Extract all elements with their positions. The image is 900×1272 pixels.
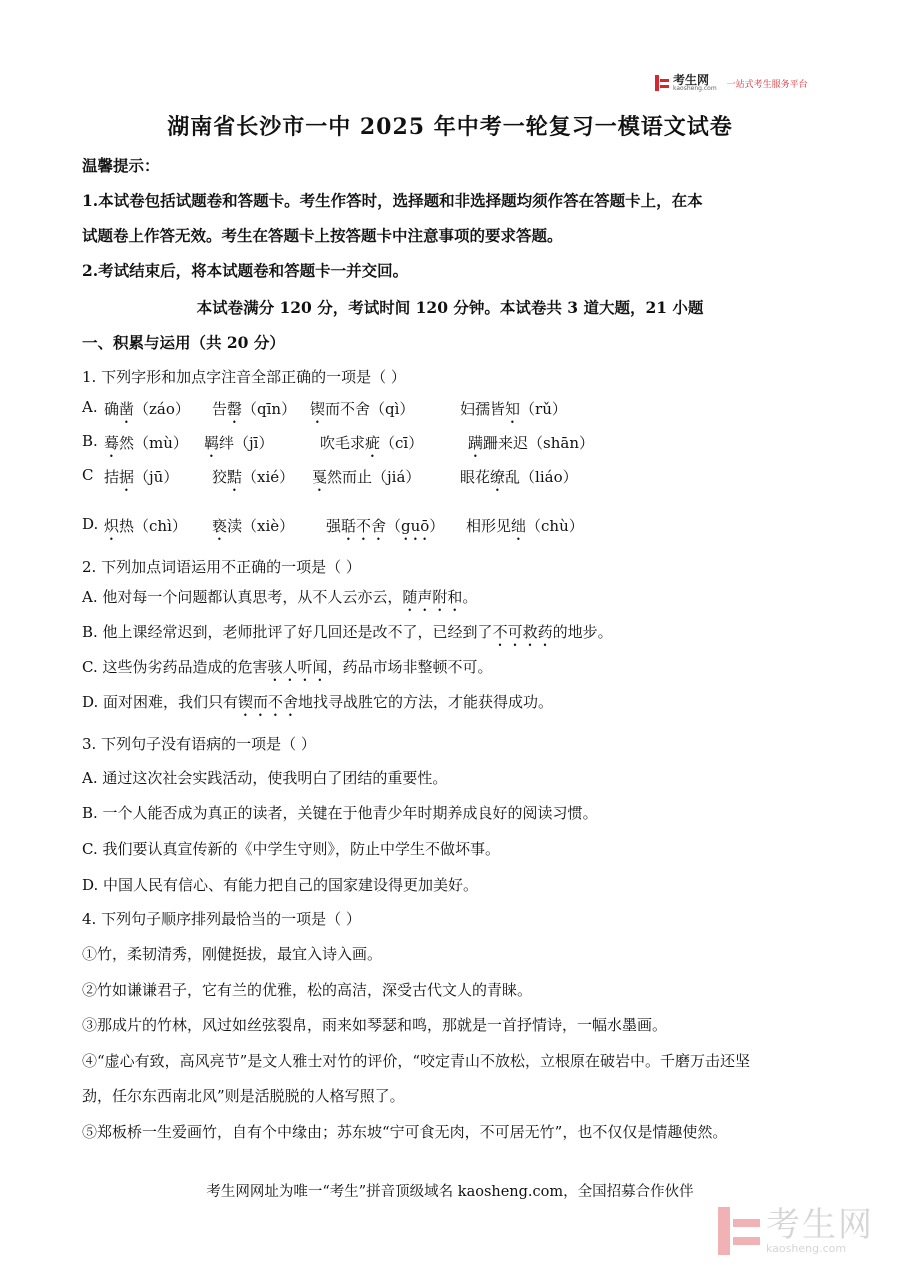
q1-d-item-1: 炽热（chì）	[104, 517, 187, 535]
watermark-name: 考生网	[766, 1205, 874, 1245]
q1-a-item-3: 锲而不舍（qì）	[310, 400, 415, 418]
q1-b-item-3: 吹毛求疵（cī）	[320, 434, 424, 452]
q4-sentence-5: ⑤郑板桥一生爱画竹，自有个中缘由；苏东坡“宁可食无肉，不可居无竹”，也不仅仅是情趣使然。	[82, 1123, 728, 1141]
q2-stem: 2. 下列加点词语运用不正确的一项是（ ）	[82, 558, 361, 576]
option-label: C	[82, 466, 94, 484]
logo-name: 考生网	[673, 73, 710, 87]
q1-option-b	[82, 432, 594, 461]
tips-line-3: 2.考试结束后，将本试题卷和答题卡一并交回。	[82, 261, 409, 280]
q4-sentence-3: ③那成片的竹林，风过如丝弦裂帛，雨来如琴瑟和鸣，那就是一首抒情诗，一幅水墨画。	[82, 1016, 668, 1034]
q1-d-item-2: 亵渎（xiè）	[212, 517, 295, 535]
q3-option-c: C. 我们要认真宣传新的《中学生守则》，防止中学生不做坏事。	[82, 840, 500, 858]
watermark	[718, 1207, 874, 1255]
page-footer: 考生网网址为唯一“考生”拼音顶级域名 kaosheng.com，全国招募合作伙伴	[206, 1184, 694, 1200]
header-logo[interactable]	[655, 72, 808, 94]
q3-option-a: A. 通过这次社会实践活动，使我明白了团结的重要性。	[82, 769, 448, 787]
q1-a-item-1: 确凿（záo）	[104, 400, 190, 418]
q1-option-a	[82, 398, 567, 427]
q3-option-d: D. 中国人民有信心、有能力把自己的国家建设得更加美好。	[82, 876, 479, 894]
page-title: 湖南省长沙市一中 2025 年中考一轮复习一模语文试卷	[167, 114, 733, 140]
tips-line-2: 试题卷上作答无效。考生在答题卡上按答题卡中注意事项的要求答题。	[82, 226, 563, 245]
logo-slogan: 一站式考生服务平台	[726, 79, 808, 90]
tips-line-1: 1.本试卷包括试题卷和答题卡。考生作答时，选择题和非选择题均须作答在答题卡上，在本	[82, 191, 703, 210]
logo-text	[673, 74, 717, 92]
q1-d-item-3: 强聒不舍（guō）	[326, 517, 445, 535]
section-heading: 一、积累与运用（共 20 分）	[82, 333, 285, 352]
q4-sentence-2: ②竹如谦谦君子，它有兰的优雅，松的高洁，深受古代文人的青睐。	[82, 981, 533, 999]
watermark-logo-icon	[718, 1207, 760, 1255]
q1-c-item-3: 戛然而止（jiá）	[312, 468, 421, 486]
q4-sentence-4a: ④“虚心有致，高风亮节”是文人雅士对竹的评价，“咬定青山不放松，立根原在破岩中。千磨万击还坚	[82, 1052, 751, 1070]
q1-option-c	[82, 466, 578, 495]
q1-a-item-4: 妇孺皆知（rǔ）	[460, 400, 567, 418]
q1-c-item-2: 狡黠（xié）	[212, 468, 295, 486]
q4-sentence-4b: 劲，任尔东西南北风”则是活脱脱的人格写照了。	[82, 1087, 405, 1105]
option-label: B.	[82, 432, 98, 450]
q2-option-d: D. 面对困难，我们只有锲而不舍地找寻战胜它的方法，才能获得成功。	[82, 693, 554, 711]
exam-summary: 本试卷满分 120 分，考试时间 120 分钟。本试卷共 3 道大题，21 小题	[196, 298, 704, 317]
q4-stem: 4. 下列句子顺序排列最恰当的一项是（ ）	[82, 910, 361, 928]
q2-option-b: B. 他上课经常迟到，老师批评了好几回还是改不了，已经到了不可救药的地步。	[82, 623, 613, 641]
q1-option-d	[82, 515, 584, 544]
tips-heading: 温馨提示：	[82, 156, 160, 175]
q1-c-item-4: 眼花缭乱（liáo）	[460, 468, 578, 486]
q2-option-a: A. 他对每一个问题都认真思考，从不人云亦云，随声附和。	[82, 588, 478, 606]
q3-option-b: B. 一个人能否成为真正的读者，关键在于他青少年时期养成良好的阅读习惯。	[82, 804, 598, 822]
q1-b-item-2: 羁绊（jī）	[204, 434, 274, 452]
option-label: D.	[82, 515, 99, 533]
watermark-url: kaosheng.com	[766, 1242, 847, 1255]
q1-b-item-4: 蹒跚来迟（shān）	[468, 434, 594, 452]
q4-sentence-1: ①竹，柔韧清秀，刚健挺拔，最宜入诗入画。	[82, 945, 383, 963]
q1-a-item-2: 告罄（qīn）	[212, 400, 297, 418]
q1-b-item-1: 蓦然（mù）	[104, 434, 188, 452]
option-label: A.	[82, 398, 98, 416]
q2-option-c: C. 这些伪劣药品造成的危害骇人听闻，药品市场非整顿不可。	[82, 658, 493, 676]
q3-stem: 3. 下列句子没有语病的一项是（ ）	[82, 735, 316, 753]
q1-d-item-4: 相形见绌（chù）	[466, 517, 584, 535]
q1-c-item-1: 拮据（jū）	[104, 468, 179, 486]
logo-icon	[655, 75, 669, 91]
q1-stem: 1. 下列字形和加点字注音全部正确的一项是（ ）	[82, 368, 406, 386]
logo-url: kaosheng.com	[673, 85, 717, 92]
